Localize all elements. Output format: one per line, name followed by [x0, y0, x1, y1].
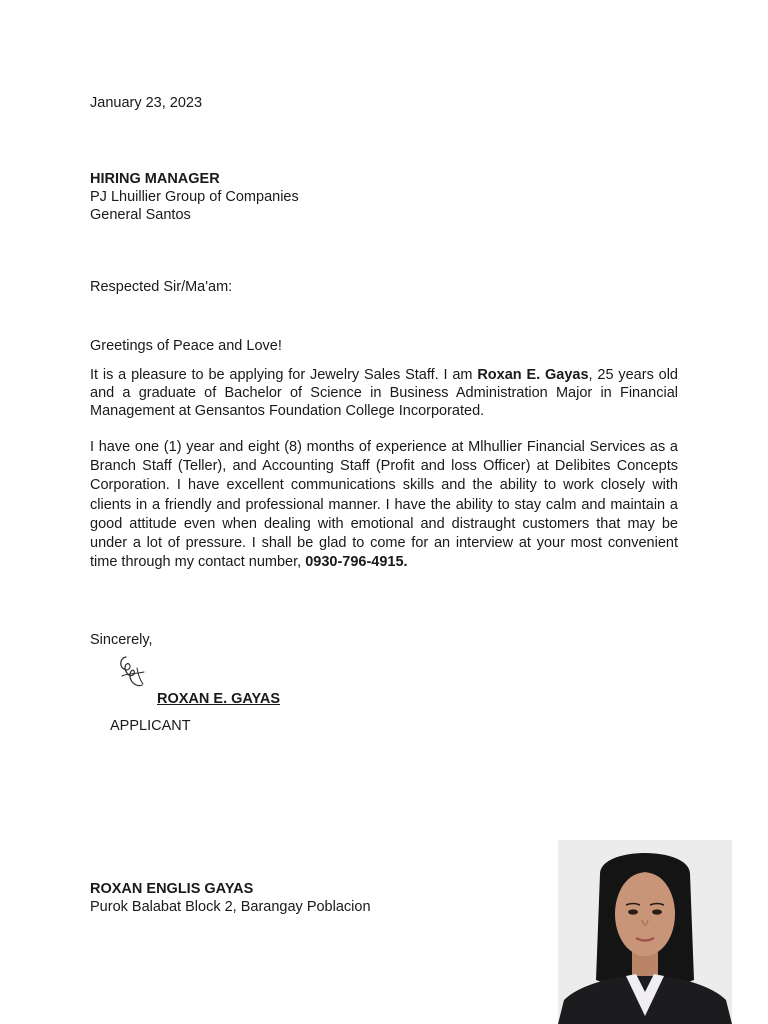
applicant-name-inline: Roxan E. Gayas [477, 367, 589, 383]
signature-role: APPLICANT [110, 718, 191, 734]
footer-address: Purok Balabat Block 2, Barangay Poblacion [90, 899, 371, 915]
greeting: Greetings of Peace and Love! [90, 338, 282, 354]
salutation: Respected Sir/Ma'am: [90, 279, 233, 295]
signature-name: ROXAN E. GAYAS [157, 691, 281, 707]
applicant-photo [558, 840, 732, 1024]
footer-full-name: ROXAN ENGLIS GAYAS [90, 881, 254, 897]
closing: Sincerely, [90, 632, 153, 648]
recipient-title: HIRING MANAGER [90, 171, 220, 187]
recipient-location: General Santos [90, 207, 191, 223]
signature-scribble [116, 654, 150, 690]
paragraph-experience: I have one (1) year and eight (8) months of experience at Mlhullier Financial Services as a Branch Staff (Teller), and Accounting Staff (Profit and loss Officer) at Delibites Concepts Corporation. I have excellent communications skills and the ability to work closely with clients in a friendly and professional manner. I have the ability to stay calm and maintain a good attitude even when dealing with emotional and distraught customers that may be under a lot of pressure. I shall be glad to come for an interview at your most convenient time through my contact number, 0930-796-4915. [90, 439, 678, 571]
recipient-company: PJ Lhuillier Group of Companies [90, 189, 299, 205]
paragraph-intro: It is a pleasure to be applying for Jewelry Sales Staff. I am Roxan E. Gayas, 25 years old and a graduate of Bachelor of Science in Business Administration Major in Financial Management at Gensantos Foundation College Incorporated. [90, 367, 678, 419]
contact-number: 0930-796-4915. [305, 554, 408, 571]
letter-date: January 23, 2023 [90, 95, 203, 111]
